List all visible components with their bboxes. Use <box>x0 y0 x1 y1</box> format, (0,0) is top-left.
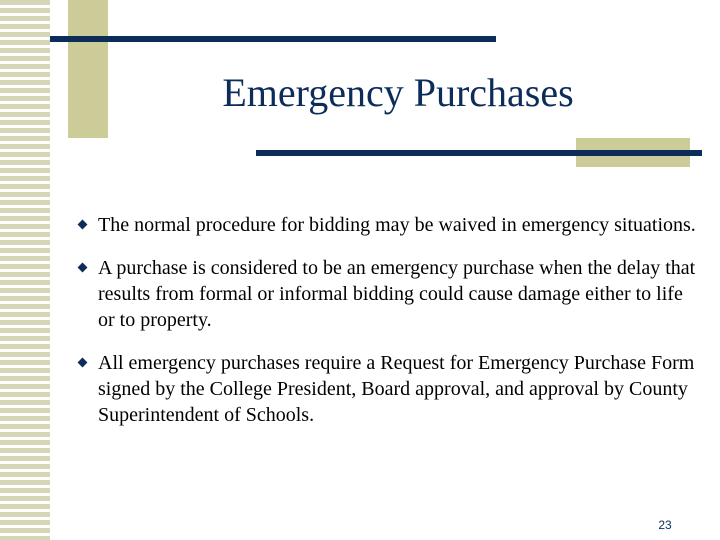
slide-title: Emergency Purchases <box>222 70 574 115</box>
left-stripe-decoration <box>0 0 50 540</box>
tan-accent-block-top <box>68 0 108 138</box>
bullet-text: A purchase is considered to be an emergency purchase when the delay that results from formal or informal bidding could cause damage either to life or to property. <box>98 257 696 331</box>
title-rule-bottom <box>256 150 702 156</box>
bullet-item <box>76 255 696 333</box>
diamond-bullet-icon <box>78 263 88 273</box>
page-number: 23 <box>658 518 672 532</box>
diamond-bullet-icon <box>78 358 88 368</box>
bullet-list <box>76 212 696 445</box>
title-rule-top <box>50 36 496 42</box>
bullet-item <box>76 350 696 428</box>
bullet-text: The normal procedure for bidding may be waived in emergency situations. <box>98 214 696 236</box>
bullet-item <box>76 212 696 238</box>
diamond-bullet-icon <box>78 220 88 230</box>
bullet-text: All emergency purchases require a Request for Emergency Purchase Form signed by the College President, Board approval, and approval by County Superintendent of Schools. <box>98 352 695 426</box>
